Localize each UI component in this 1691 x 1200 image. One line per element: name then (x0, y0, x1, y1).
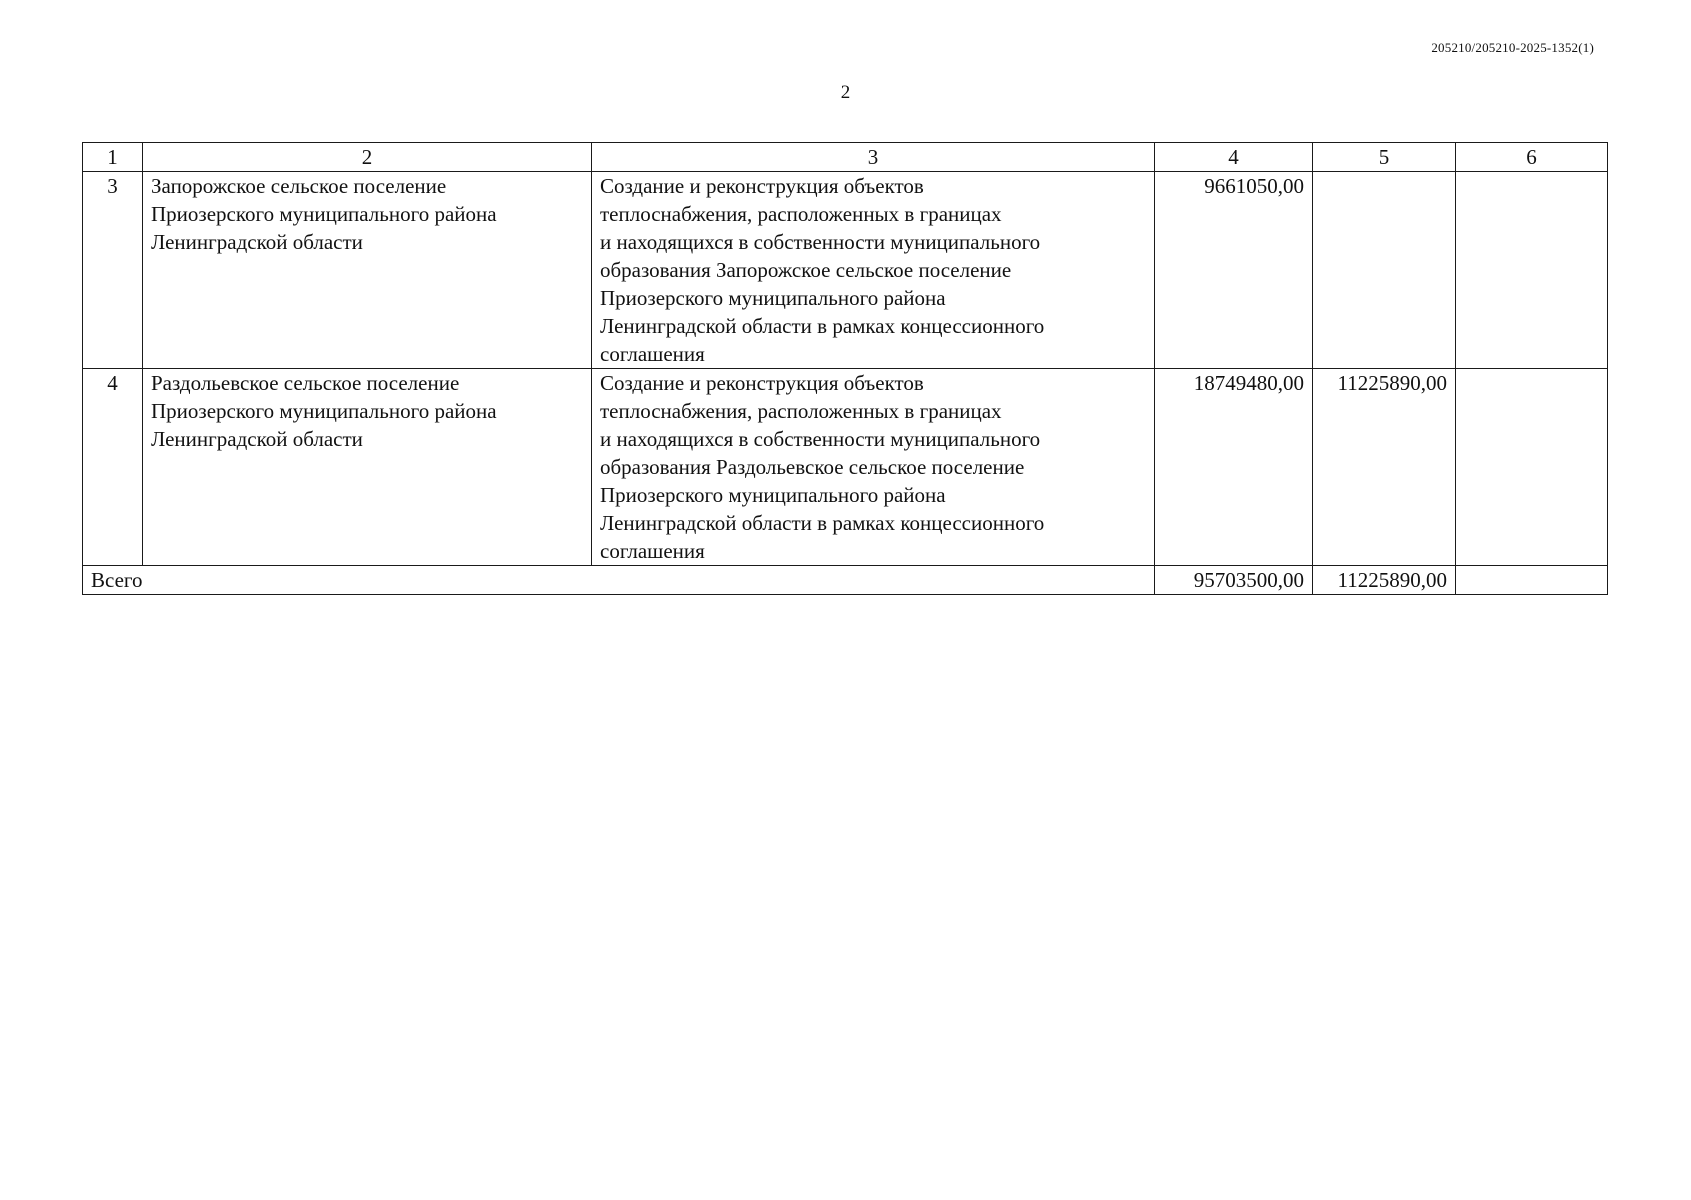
total-row (83, 566, 1608, 595)
column-header-6: 6 (1456, 143, 1608, 172)
row-number: 3 (83, 172, 143, 369)
amount-col4: 18749480,00 (1155, 369, 1313, 566)
funding-table (82, 142, 1608, 595)
column-header-3: 3 (592, 143, 1155, 172)
amount-col4: 9661050,00 (1155, 172, 1313, 369)
amount-col6 (1456, 369, 1608, 566)
column-header-5: 5 (1313, 143, 1456, 172)
column-header-2: 2 (143, 143, 592, 172)
column-header-1: 1 (83, 143, 143, 172)
settlement-name: Раздольевское сельское поселение Приозерского муниципального района Ленинградской области (143, 369, 592, 566)
amount-col6 (1456, 172, 1608, 369)
purpose-description: Создание и реконструкция объектов теплоснабжения, расположенных в границах и находящихся в собственности муниципального образования Запорожское сельское поселение Приозерского муниципального района Ленинградской области в рамках концессионного соглашения (592, 172, 1155, 369)
document-number: 205210/205210-2025-1352(1) (1431, 40, 1594, 55)
table-row (83, 172, 1608, 369)
amount-col5: 11225890,00 (1313, 369, 1456, 566)
total-col6 (1456, 566, 1608, 595)
amount-col5 (1313, 172, 1456, 369)
page-number: 2 (840, 82, 851, 103)
total-label: Всего (83, 566, 1155, 595)
row-number: 4 (83, 369, 143, 566)
column-header-4: 4 (1155, 143, 1313, 172)
table-row (83, 369, 1608, 566)
purpose-description: Создание и реконструкция объектов теплоснабжения, расположенных в границах и находящихся в собственности муниципального образования Раздольевское сельское поселение Приозерского муниципального района Ленинградской области в рамках концессионного соглашения (592, 369, 1155, 566)
column-header-row (83, 143, 1608, 172)
settlement-name: Запорожское сельское поселение Приозерского муниципального района Ленинградской области (143, 172, 592, 369)
total-col4: 95703500,00 (1155, 566, 1313, 595)
total-col5: 11225890,00 (1313, 566, 1456, 595)
